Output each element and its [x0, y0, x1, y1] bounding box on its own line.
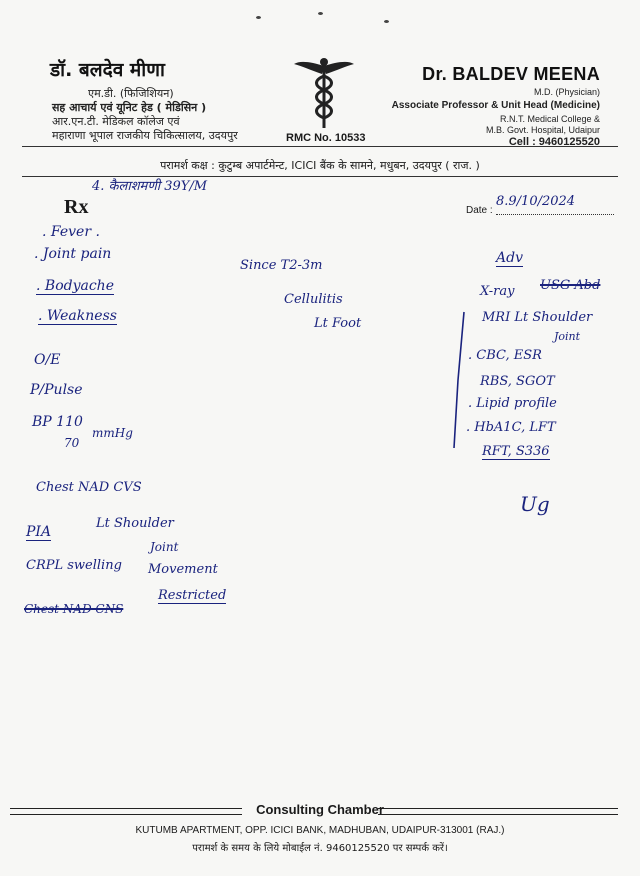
degree-hindi: एम.डी. (फिजिशियन): [88, 87, 174, 100]
advice-rbs: RBS, SGOT: [480, 374, 555, 389]
hospital-english: M.B. Govt. Hospital, Udaipur: [485, 125, 600, 135]
local-exam-site: Lt Shoulder: [96, 516, 174, 531]
exam-chest: Chest NAD CVS: [36, 480, 142, 495]
paper-speck: [384, 20, 389, 23]
complaint-joint-pain: . Joint pain: [34, 246, 112, 262]
complaint-weakness: . Weakness: [38, 308, 117, 324]
complaint-bodyache: . Bodyache: [36, 278, 114, 294]
cell-number: Cell : 9460125520: [508, 136, 600, 148]
patient-name: 4. कैलाशमणी 39Y/M: [92, 179, 208, 194]
exam-heading: O/E: [34, 352, 61, 368]
exam-bp: BP 110: [32, 414, 83, 430]
footer-address: KUTUMB APARTMENT, OPP. ICICI BANK, MADHUBAN, UDAIPUR-313001 (RAJ.): [135, 825, 505, 836]
doctor-name-english: Dr. BALDEV MEENA: [422, 64, 600, 84]
date-label: Date :: [466, 205, 493, 216]
exam-bp-diastolic: 70: [64, 436, 80, 450]
header-rule: [22, 146, 618, 147]
history-duration: Since T2-3m: [240, 258, 323, 273]
hospital-hindi: महाराणा भूपाल राजकीय चिकित्सालय, उदयपुर: [52, 129, 238, 142]
history-site: Lt Foot: [314, 316, 362, 331]
advice-xray: X-ray: [480, 284, 515, 299]
exam-pulse: P/Pulse: [30, 382, 83, 398]
exam-bp-unit: mmHg: [92, 426, 133, 440]
clinic-address-hindi: परामर्श कक्ष : कुटुम्ब अपार्टमेन्ट, ICICI बैंक के सामने, मधुबन, उदयपुर ( राज. ): [160, 159, 480, 172]
local-exam-swelling: CRPL swelling: [26, 558, 122, 573]
position-english: Associate Professor & Unit Head (Medicine): [391, 100, 600, 111]
college-english: R.N.T. Medical College &: [499, 114, 600, 124]
history-cellulitis: Cellulitis: [284, 292, 343, 307]
college-hindi: आर.एन.टी. मेडिकल कॉलेज एवं: [52, 115, 180, 128]
advice-mri-joint: Joint: [554, 330, 581, 343]
advice-bracket: [448, 310, 472, 450]
doctor-signature: Ug: [520, 492, 550, 516]
footer-contact-hindi: परामर्श के समय के लिये मोबाईल नं. 9460125520 पर सम्पर्क करें।: [192, 843, 448, 854]
caduceus-icon: [292, 56, 356, 130]
local-exam-restricted: Restricted: [158, 588, 227, 603]
rx-symbol: Rx: [64, 196, 89, 218]
degree-english: M.D. (Physician): [533, 87, 600, 97]
local-exam-heading: PIA: [26, 524, 52, 540]
struck-note: Chest NAD CNS: [24, 602, 124, 616]
complaint-fever: . Fever .: [42, 224, 100, 240]
advice-lipid: . Lipid profile: [468, 396, 557, 411]
advice-mri: MRI Lt Shoulder: [482, 310, 593, 325]
handwritten-date: 8.9/10/2024: [496, 194, 576, 209]
advice-cbc: . CBC, ESR: [468, 348, 542, 363]
position-hindi: सह आचार्य एवं यूनिट हेड ( मेडिसिन ): [52, 101, 207, 114]
doctor-name-hindi: डॉ. बलदेव मीणा: [50, 59, 165, 81]
paper-speck: [318, 12, 323, 15]
local-exam-joint: Joint: [150, 540, 179, 554]
paper-speck: [256, 16, 261, 19]
rmc-number: RMC No. 10533: [286, 132, 366, 144]
advice-usg: USG Abd: [540, 278, 601, 293]
date-line: [496, 214, 614, 215]
footer-title: Consulting Chamber: [256, 802, 384, 817]
local-exam-movement: Movement: [148, 562, 218, 577]
advice-hba1c: . HbA1C, LFT: [466, 420, 556, 435]
advice-heading: Adv: [496, 250, 523, 266]
advice-rft: RFT, S336: [482, 444, 550, 459]
